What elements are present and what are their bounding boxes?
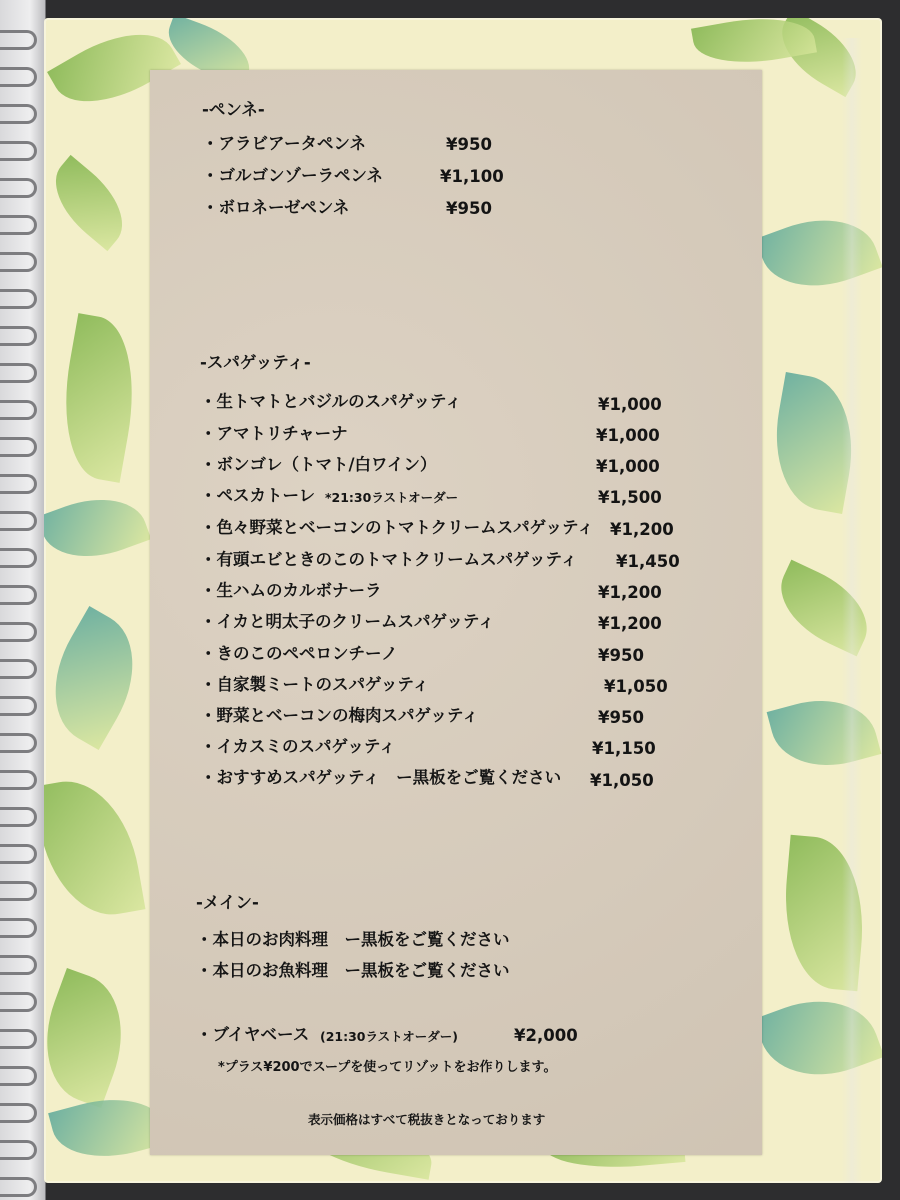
menu-item-price: ¥950 [446,135,492,154]
binder-ring [0,215,37,235]
binder-ring [0,807,37,827]
section-heading-penne: -ペンネ- [202,100,265,119]
menu-item-name: ・おすすめスパゲッティ ー黒板をご覧ください [200,768,562,787]
binder-ring [0,548,37,568]
menu-item-addon-note: *プラス¥200でスープを使ってリゾットをお作りします。 [218,1060,557,1075]
binder-ring [0,104,37,124]
menu-item-name: ・ペスカトーレ [200,486,316,505]
binder-ring [0,178,37,198]
menu-item-price: ¥950 [598,708,644,727]
menu-item-price: ¥950 [446,199,492,218]
binder-ring [0,252,37,272]
binder-ring [0,400,37,420]
menu-item-name: ・イカと明太子のクリームスパゲッティ [200,612,495,631]
menu-item-name: ・ボンゴレ（トマト/白ワイン） [200,455,437,474]
binder-ring [0,67,37,87]
sleeve-glare [842,38,862,1183]
menu-item-price: ¥1,000 [598,395,662,414]
binder-ring [0,844,37,864]
menu-card [150,70,762,1155]
binder-ring [0,1177,37,1197]
leaf-decoration [755,201,882,304]
menu-item-name: ・イカスミのスパゲッティ [200,737,396,756]
leaf-decoration [51,313,148,483]
menu-item-name: ・野菜とベーコンの梅肉スパゲッティ [200,706,479,725]
binder-ring [0,1140,37,1160]
menu-item-name: ・ゴルゴンゾーラペンネ [202,166,384,185]
menu-item-price: ¥1,050 [604,677,668,696]
menu-item-price: ¥1,500 [598,488,662,507]
menu-item-price: ¥1,000 [596,457,660,476]
binder-ring [0,881,37,901]
menu-item-name: ・きのこのペペロンチーノ [200,644,398,663]
binder-ring [0,992,37,1012]
binder-ring [0,955,37,975]
menu-item-price: ¥1,450 [616,552,680,571]
binder-ring [0,289,37,309]
menu-item-name: ・ブイヤベース [196,1025,310,1044]
leaf-decoration [44,968,142,1108]
menu-item-name: ・本日のお魚料理 ー黒板をご覧ください [196,961,510,980]
binder-ring [0,30,37,50]
menu-item-price: ¥1,050 [590,771,654,790]
binder-ring [0,585,37,605]
binder-ring [0,1029,37,1049]
menu-item-price: ¥950 [598,646,644,665]
menu-item-note: (21:30ラストオーダー) [320,1029,458,1044]
menu-item-name: ・アマトリチャーナ [200,424,348,443]
binder-ring [0,770,37,790]
menu-item-price: ¥1,100 [440,167,504,186]
binder-ring [0,696,37,716]
menu-item-price: ¥2,000 [514,1026,578,1045]
binder-ring [0,659,37,679]
menu-item-price: ¥1,200 [598,614,662,633]
menu-item-price: ¥1,150 [592,739,656,758]
leaf-decoration [44,606,159,750]
leaf-decoration [44,771,145,925]
binder-ring [0,918,37,938]
binder-ring [0,474,37,494]
binder-ring [0,733,37,753]
menu-item-name: ・ボロネーゼペンネ [202,198,350,217]
tax-notice-footer: 表示価格はすべて税抜きとなっております [308,1112,546,1127]
binder-ring [0,622,37,642]
menu-item-name: ・自家製ミートのスパゲッティ [200,675,430,694]
leaf-decoration [766,560,882,657]
binder-ring [0,1066,37,1086]
menu-item-price: ¥1,200 [598,583,662,602]
menu-item-name: ・有頭エビときのこのトマトクリームスパゲッティ [200,550,578,569]
menu-item-name: ・本日のお肉料理 ー黒板をご覧ください [196,930,510,949]
binder-ring [0,363,37,383]
binder-ring [0,141,37,161]
leaf-decoration [44,483,151,574]
menu-item-price: ¥1,200 [610,520,674,539]
binder-ring [0,1103,37,1123]
menu-item-name: ・アラビアータペンネ [202,134,367,153]
menu-item-price: ¥1,000 [596,426,660,445]
menu-item-note: *21:30ラストオーダー [325,490,459,505]
leaf-decoration [767,686,882,779]
menu-item-name: ・生トマトとバジルのスパゲッティ [200,392,462,411]
binder-ring [0,326,37,346]
section-heading-spaghetti: -スパゲッティ- [200,353,311,372]
menu-item-name: ・色々野菜とベーコンのトマトクリームスパゲッティ [200,518,594,537]
leaf-decoration [754,982,882,1095]
menu-item-name: ・生ハムのカルボナーラ [200,581,382,600]
section-heading-main: -メイン- [196,893,259,912]
leaf-decoration [44,155,140,251]
binder-ring [0,437,37,457]
binder-ring [0,511,37,531]
